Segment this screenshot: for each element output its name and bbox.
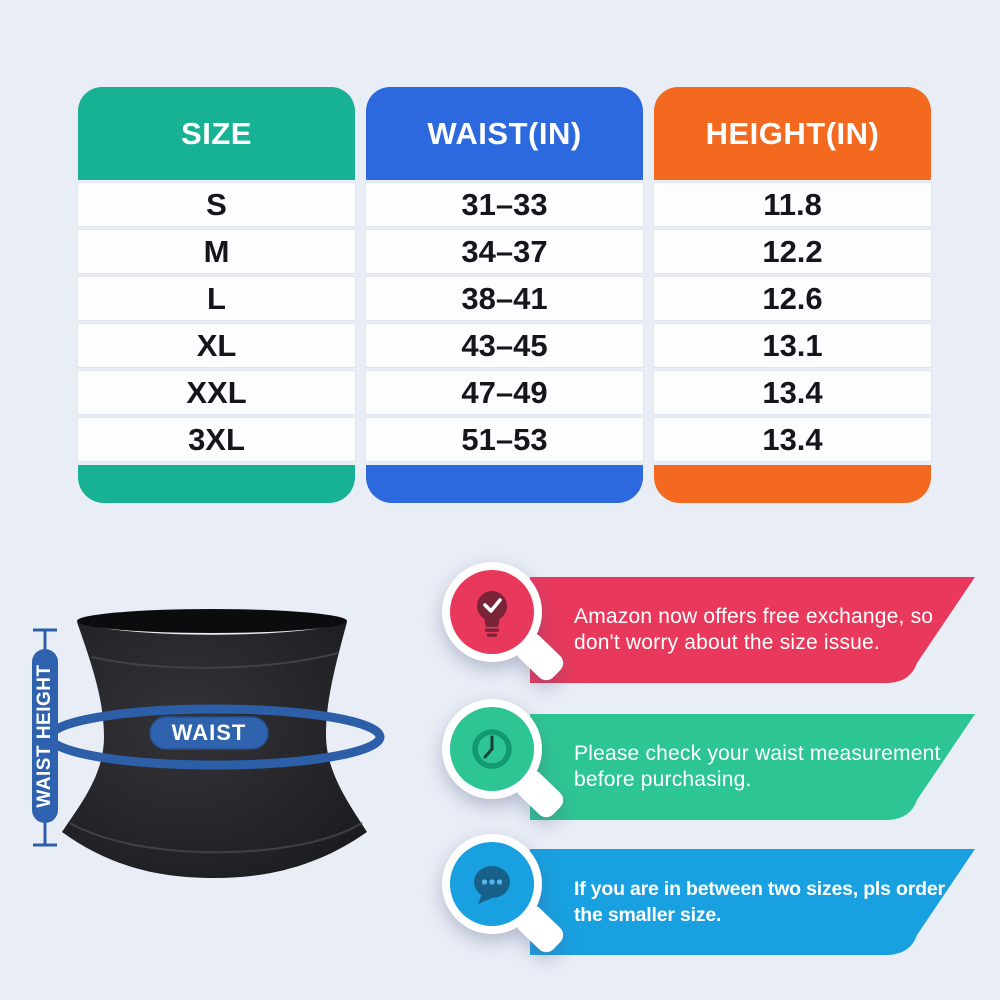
- waist-trainer-illustration: [20, 595, 430, 895]
- table-cell-height: 11.8: [654, 183, 931, 226]
- callout-text: [574, 577, 933, 683]
- callout-text: [574, 714, 941, 820]
- callout-badge: [440, 824, 590, 974]
- chat-dots: [482, 879, 502, 884]
- table-cell-height: 13.4: [654, 371, 931, 414]
- table-cell-height: 13.1: [654, 324, 931, 367]
- callout-text: [574, 849, 945, 955]
- table-column-size: [78, 87, 355, 503]
- table-cell-size: S: [78, 183, 355, 226]
- waist-measurement-diagram: [20, 595, 430, 900]
- table-cell-size: L: [78, 277, 355, 320]
- callout-badge: [440, 689, 590, 839]
- table-cell-waist: 43–45: [366, 324, 643, 367]
- table-cell-height: 12.6: [654, 277, 931, 320]
- callout-text-line1: Amazon now offers free exchange, so: [574, 605, 934, 628]
- table-cell-waist: 34–37: [366, 230, 643, 273]
- table-cell-waist: 51–53: [366, 418, 643, 461]
- column-header-height: HEIGHT(IN): [654, 87, 931, 180]
- table-cell-size: M: [78, 230, 355, 273]
- table-cell-size: XL: [78, 324, 355, 367]
- table-cell-waist: 47–49: [366, 371, 643, 414]
- callout-order-smaller: [440, 824, 1000, 984]
- table-cell-height: 12.2: [654, 230, 931, 273]
- callout-text-line2: don't worry about the size issue.: [574, 631, 880, 654]
- size-chart-table: [78, 87, 931, 503]
- waist-tag-label: WAIST: [171, 720, 247, 745]
- callout-text-line2: the smaller size.: [574, 904, 722, 926]
- table-cell-waist: 31–33: [366, 183, 643, 226]
- table-cell-size: 3XL: [78, 418, 355, 461]
- callout-free-exchange: [440, 552, 1000, 712]
- callout-banner: [530, 577, 975, 683]
- column-footer-size: [78, 465, 355, 503]
- column-header-waist: WAIST(IN): [366, 87, 643, 180]
- callout-text-line1: If you are in between two sizes, pls order: [574, 878, 945, 900]
- table-cell-height: 13.4: [654, 418, 931, 461]
- callout-banner: [530, 849, 975, 955]
- table-column-waist: [366, 87, 643, 503]
- callout-badge: [440, 552, 590, 702]
- garment-top-opening: [77, 609, 347, 633]
- callout-banner: [530, 714, 975, 820]
- callout-text-line1: Please check your waist measurement: [574, 742, 941, 765]
- table-column-height: [654, 87, 931, 503]
- callout-text-line2: before purchasing.: [574, 768, 752, 791]
- column-footer-waist: [366, 465, 643, 503]
- column-header-size: SIZE: [78, 87, 355, 180]
- table-cell-waist: 38–41: [366, 277, 643, 320]
- column-footer-height: [654, 465, 931, 503]
- table-cell-size: XXL: [78, 371, 355, 414]
- height-tag-label: WAIST HEIGHT: [34, 664, 56, 808]
